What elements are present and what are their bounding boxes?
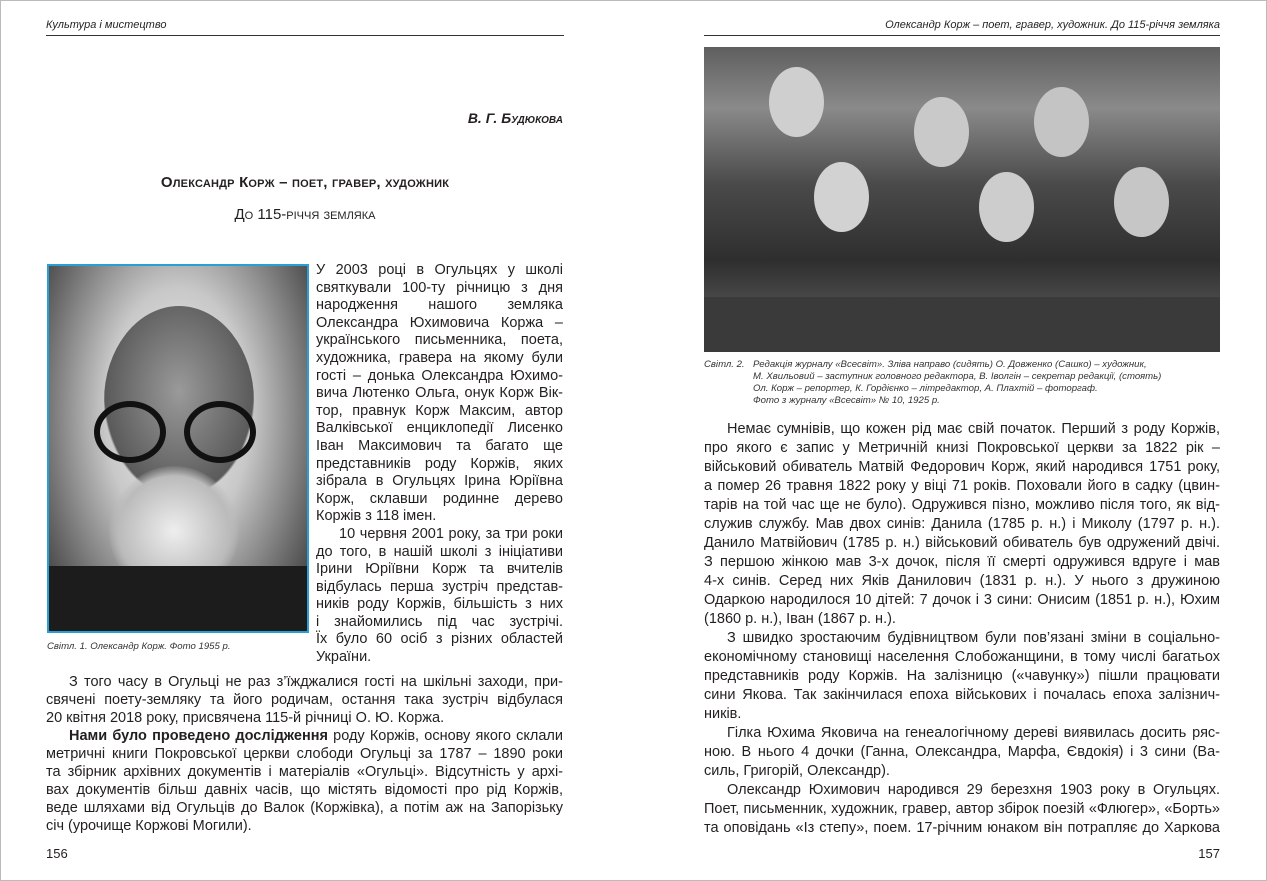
line-text: а помер 26 травня 1822 року у віці 71 років. Поховали його в садку (цвин-: [704, 478, 1220, 494]
right-body-text: [704, 420, 1220, 838]
text-line: [316, 631, 563, 649]
line-text: січ (урочище Коржові Могили).: [46, 818, 252, 834]
line-text: веде шляхами від Огульців до Валок (Коржівка), а потім аж на Запорізьку: [46, 800, 563, 816]
text-line: [316, 350, 563, 368]
text-line: [316, 596, 563, 614]
line-text: Олександра Юхимовича Коржа –: [316, 314, 563, 331]
text-line: [704, 458, 1220, 477]
line-text: Корж, склавши родинне дерево: [316, 490, 563, 507]
line-text: вича Лютенко Ольга, онук Корж Вік-: [316, 385, 563, 402]
text-line: [704, 439, 1220, 458]
line-text: Данило Матвійович (1785 р. н.) військовий обиватель був одружений двічі.: [704, 535, 1220, 551]
glasses-left-lens: [94, 401, 166, 463]
line-text: художника, гравера на якому були: [316, 349, 563, 366]
text-line: [704, 800, 1220, 819]
line-text: ників.: [704, 706, 742, 722]
text-line: [704, 743, 1220, 762]
line-text: З першою жінкою мав 3-х дочок, після її смерті одружився вдруге і мав: [704, 554, 1220, 570]
line-text: та оповідань «Із степу», поем. 17-річним юнаком він потрапляє до Харкова: [704, 820, 1220, 836]
text-line: [316, 262, 563, 280]
text-line: [704, 724, 1220, 743]
left-body-text: [46, 673, 563, 835]
header-rule-right: [704, 35, 1220, 36]
line-text: Валківської енциклопедії Лисенко: [316, 420, 563, 437]
article-author: В. Г. Будюкова: [467, 110, 563, 126]
person-face: [979, 172, 1034, 242]
text-line: [46, 727, 563, 745]
text-line: [46, 817, 563, 835]
line-text: сини Якова. Так закінчилася епоха військових і почалась епоха залізнич-: [704, 687, 1220, 703]
text-line: [46, 673, 563, 691]
article-subtitle: До 115-річчя земляка: [234, 206, 376, 223]
text-line: [316, 315, 563, 333]
text-line: [46, 709, 563, 727]
line-text: 4-х синів. Серед них Яків Данилович (1831 р. н.). У нього з дружиною: [704, 573, 1220, 589]
glasses-right-lens: [184, 401, 256, 463]
text-line: [316, 649, 563, 667]
bold-lead: Нами було проведено дослідження: [69, 728, 328, 744]
text-line: [316, 332, 563, 350]
text-line: [704, 572, 1220, 591]
line-text: та збірник архівних документів і матеріалів «Огульці». Відсутність у архі-: [46, 764, 563, 780]
text-line: [316, 561, 563, 579]
person-face: [769, 67, 824, 137]
text-line: [704, 515, 1220, 534]
line-text: З швидко зростаючим будівництвом були пов’язані зміни в соціально-: [727, 630, 1220, 646]
text-line: [316, 456, 563, 474]
line-text: Олександр Юхимович народився 29 березхня 1903 року в Огульцях.: [727, 782, 1220, 798]
text-line: [704, 667, 1220, 686]
line-text: представників роду Коржів, яких: [316, 455, 563, 472]
line-text: 10 червня 2001 року, за три роки: [339, 525, 563, 542]
line-text: Гілка Юхима Яковича на генеалогічному дереві виявилась досить ряс-: [727, 725, 1220, 741]
text-line: [316, 438, 563, 456]
text-line: [316, 508, 563, 526]
line-text: силь, Григорій, Олександр).: [704, 763, 890, 779]
caption-line: М. Хвильовий – заступник головного редактора, В. Іволгін – секретар редакції, (стоять): [753, 371, 1162, 382]
text-line: [316, 526, 563, 544]
line-text: Їх було 60 осіб з різних областей: [316, 631, 563, 648]
text-line: [46, 781, 563, 799]
text-line: [316, 579, 563, 597]
line-text: Іван Максимович та багато ще: [316, 437, 563, 454]
person-face: [1034, 87, 1089, 157]
portrait-caption: Світл. 1. Олександр Корж. Фото 1955 р.: [47, 641, 231, 652]
line-text: Поет, письменник, художник, гравер, автор збірок поезій «Флюгер», «Борть»: [704, 801, 1220, 817]
text-line: [704, 496, 1220, 515]
article-title: Олександр Корж – поет, гравер, художник: [160, 174, 450, 191]
portrait-jacket: [49, 566, 307, 633]
line-text: У 2003 році в Огульцях у школі: [316, 262, 563, 278]
text-line: [316, 473, 563, 491]
text-line: [316, 368, 563, 386]
line-text: метричні книги Покровської церкви слободи Огульці за 1787 – 1890 роки: [46, 746, 563, 762]
line-text: З того часу в Огульці не раз з’їжджалися гості на шкільні заходи, при-: [69, 674, 563, 690]
line-text: Одаркою народилося 10 дітей: 7 дочок і 3 сини: Онисим (1851 р. н.), Юхим: [704, 592, 1220, 608]
text-line: [704, 610, 1220, 629]
running-head-left: Культура і мистецтво: [46, 19, 167, 31]
person-face: [914, 97, 969, 167]
line-text: ників роду Коржів, більшість з них: [316, 596, 563, 613]
text-line: [316, 614, 563, 632]
text-line: [704, 591, 1220, 610]
caption-line: Редакція журналу «Всесвіт». Зліва направо (сидять) О. Довженко (Сашко) – художник,: [753, 359, 1147, 370]
desk: [704, 297, 1220, 352]
line-text: гості – донька Олександра Юхимо-: [316, 367, 563, 384]
caption-line: Фото з журналу «Всесвіт» № 10, 1925 р.: [753, 395, 940, 406]
text-line: [704, 781, 1220, 800]
line-text: Коржів з 118 імен.: [316, 508, 437, 525]
text-line: [704, 819, 1220, 838]
text-line: [704, 553, 1220, 572]
line-text: святкували 100-ту річницю з дня: [316, 279, 563, 296]
text-line: [316, 297, 563, 315]
line-text: військовий обиватель Матвій Федорович Корж, який народився 1751 року,: [704, 459, 1220, 475]
text-line: [316, 403, 563, 421]
line-text: до того, в нашій школі з ініціативи: [316, 543, 563, 560]
text-line: [46, 799, 563, 817]
line-text: представників роду Коржів. На залізницю («чавунку») пішли працювати: [704, 668, 1220, 684]
line-text: (1860 р. н.), Іван (1867 р. н.).: [704, 611, 896, 627]
text-line: [316, 385, 563, 403]
line-text: 20 квітня 2018 року, присвячена 115-й річниці О. Ю. Коржа.: [46, 710, 445, 726]
line-text: Ірини Юріївни Корж та вчителів: [316, 561, 563, 578]
line-text: Немає сумнівів, що кожен рід має свій початок. Перший з роду Коржів,: [727, 421, 1220, 437]
text-line: [316, 491, 563, 509]
running-head-right: Олександр Корж – поет, гравер, художник. До 115-річчя земляка: [885, 19, 1220, 31]
person-face: [1114, 167, 1169, 237]
caption-text: [704, 359, 1220, 407]
person-face: [814, 162, 869, 232]
text-line: [704, 477, 1220, 496]
left-column-text: [316, 262, 563, 667]
line-text: тарів на той час ще не було). Одружився пізно, можливо після того, як від-: [704, 497, 1220, 513]
text-line: [704, 420, 1220, 439]
text-line: [46, 691, 563, 709]
line-text: служив службу. Мав двох синів: Данила (1785 р. н.) і Миколу (1797 р. н.).: [704, 516, 1220, 532]
line-text: зібрала в Огульцях Ірина Юріївна: [316, 473, 563, 490]
line-text: роду Коржів, основу якого склали: [327, 728, 563, 744]
text-line: [704, 686, 1220, 705]
line-text: економічному становищі населення Слобожанщини, в тому числі багатьох: [704, 649, 1220, 665]
line-text: відбулась перша зустріч представ-: [316, 578, 563, 595]
text-line: [704, 762, 1220, 781]
editorial-group-photo: [704, 47, 1220, 352]
line-text: українського письменника, поета,: [316, 332, 563, 349]
text-line: [704, 648, 1220, 667]
line-text: України.: [316, 649, 372, 666]
group-photo-caption: [704, 359, 1220, 407]
text-line: [316, 280, 563, 298]
page-number-right: 157: [1198, 846, 1220, 861]
line-text: народження нашого земляка: [316, 297, 563, 314]
line-text: тор, правнук Корж Максим, автор: [316, 402, 563, 419]
caption-label: Світл. 2.: [704, 359, 745, 370]
text-line: [704, 629, 1220, 648]
portrait-photo: [47, 264, 309, 633]
text-line: [316, 420, 563, 438]
page-number-left: 156: [46, 846, 68, 861]
line-text: ною. В нього 4 дочки (Ганна, Олександра, Марфа, Євдокія) і 3 сини (Ва-: [704, 744, 1220, 760]
line-text: і знайомились під час зустрічі.: [316, 613, 563, 630]
header-rule-left: [46, 35, 564, 36]
caption-line: Ол. Корж – репортер, К. Гордієнко – літредактор, А. Плахтій – фоторгаф.: [753, 383, 1098, 394]
text-line: [316, 544, 563, 562]
text-line: [46, 763, 563, 781]
text-line: [704, 534, 1220, 553]
line-text: вах документів більш давніх часів, що містять відомості про рід Коржів,: [46, 782, 563, 798]
line-text: про якого є запис у Метричній книзі Покровської церкви за 1822 рік –: [704, 440, 1220, 456]
text-line: [704, 705, 1220, 724]
line-text: свячені поету-земляку та його родичам, остання така зустріч відбулася: [46, 692, 563, 708]
text-line: [46, 745, 563, 763]
